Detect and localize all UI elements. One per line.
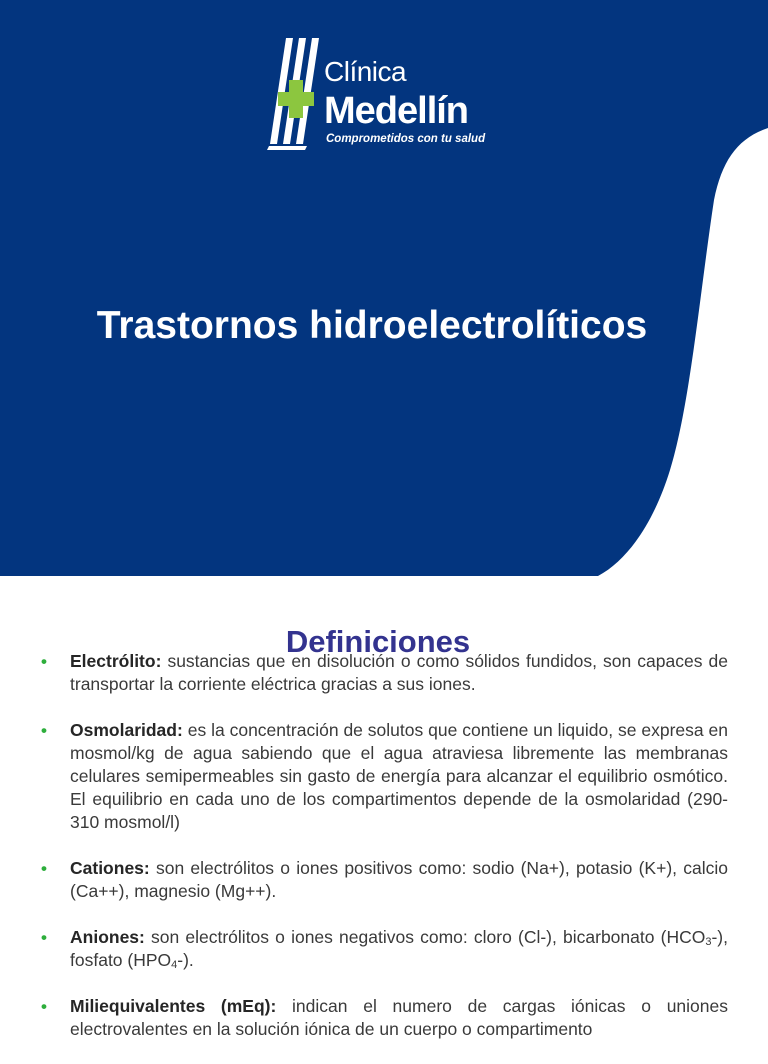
definition-aniones [0, 926, 768, 972]
subscript: 3 [705, 936, 712, 948]
definition-miliequivalentes [0, 995, 768, 1041]
clinic-logo [262, 36, 522, 152]
presentation-title: Trastornos hidroelectrolíticos [96, 304, 648, 348]
clinic-cross-icon [262, 36, 326, 152]
definition-term: Miliequivalentes (mEq): [70, 996, 277, 1016]
definition-text: -), fosfato (HPO [70, 927, 728, 970]
logo-tagline: Comprometidos con tu salud [326, 133, 486, 145]
definition-term: Cationes: [70, 858, 150, 878]
subscript: 4 [171, 959, 178, 971]
definition-cationes [0, 857, 768, 903]
definition-term: Electrólito: [70, 651, 162, 671]
bullet-icon: • [41, 997, 47, 1016]
logo-wordmark-line1: Clínica [324, 56, 407, 87]
definition-text: -). [177, 950, 194, 970]
definitions-slide [0, 576, 768, 1039]
definition-text: indican el numero de cargas iónicas o uniones electrovalentes en la solución iónica de un cuerpo o compartimento [70, 996, 728, 1039]
definition-text: son electrólitos o iones positivos como: sodio (Na+), potasio (K+), calcio (Ca++), magnesio (Mg++). [70, 858, 728, 901]
definitions-list [0, 650, 768, 1064]
definition-electrolito [0, 650, 768, 696]
bullet-icon: • [41, 652, 47, 671]
definition-term: Osmolaridad: [70, 720, 183, 740]
bullet-icon: • [41, 859, 47, 878]
definition-term: Aniones: [70, 927, 145, 947]
definition-text: son electrólitos o iones negativos como: cloro (Cl-), bicarbonato (HCO [144, 927, 706, 947]
bullet-icon: • [41, 721, 47, 740]
logo-wordmark-line2: Medellín [324, 90, 469, 132]
definition-text: es la concentración de solutos que contiene un liquido, se expresa en mosmol/kg de agua sabiendo que el agua atraviesa libremente las membranas celulares semipermeables sin gasto de energía para alcanzar el equilibrio osmótico. El equilibrio en cada uno de los compartimentos depende de la osmolaridad (290-310 mosmol/l) [70, 720, 728, 832]
section-heading: Definiciones [285, 623, 471, 659]
definition-osmolaridad [0, 719, 768, 834]
bullet-icon: • [41, 928, 47, 947]
definition-text: sustancias que en disolución o como sólidos fundidos, son capaces de transportar la corriente eléctrica gracias a sus iones. [70, 651, 728, 694]
